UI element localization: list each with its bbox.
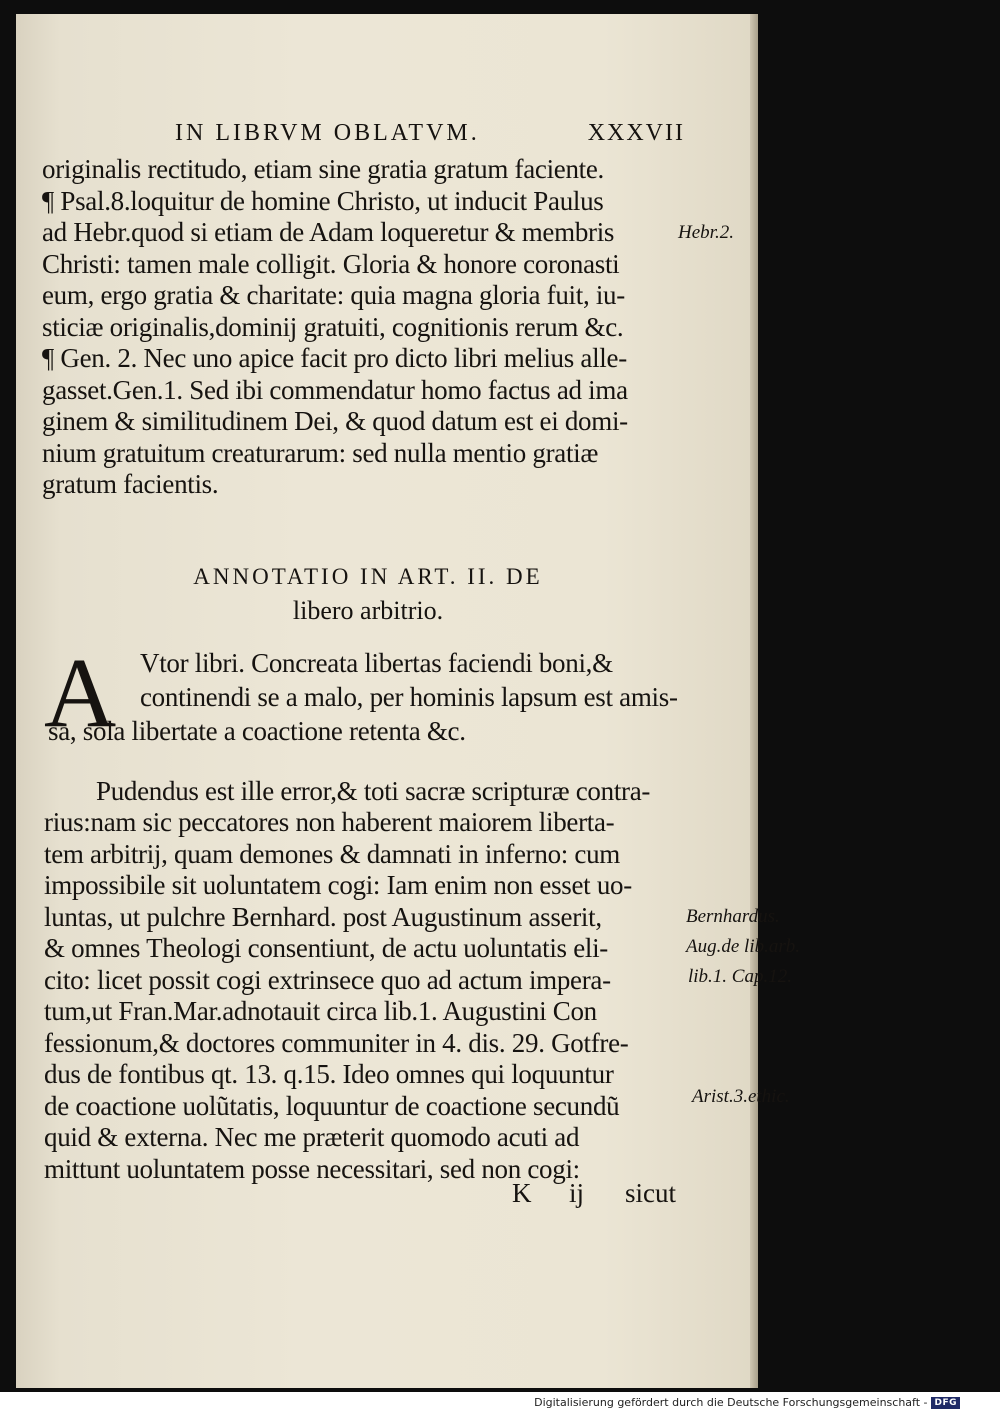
- text-line: Vtor libri. Concreata libertas faciendi boni,&: [140, 648, 613, 678]
- text-line: rius:nam sic peccatores non haberent maiorem liberta-: [44, 807, 615, 837]
- margin-note-aristotle: Arist.3.ethic.: [692, 1086, 790, 1107]
- text-line: dus de fontibus qt. 13. q.15. Ideo omnes qui loquuntur: [44, 1059, 614, 1089]
- drop-cap: A: [44, 637, 117, 748]
- section-heading-line-2: libero arbitrio.: [292, 596, 444, 625]
- section-heading-line-1: ANNOTATIO IN ART. II. DE: [193, 564, 543, 589]
- paragraph-2-end: [48, 714, 808, 748]
- paragraph-3-first: [96, 774, 856, 805]
- margin-note-augustine: Aug.de lib.arb.: [686, 936, 800, 957]
- text-line: sticiæ originalis,dominij gratuiti, cognitionis rerum &c.: [42, 311, 624, 342]
- text-line: Pudendus est ille error,& toti sacræ scripturæ contra-: [96, 776, 651, 806]
- text-line: nium gratuitum creaturarum: sed nulla mentio gratiæ: [42, 437, 599, 468]
- signature-line: [512, 1178, 676, 1209]
- signature-mark: K: [512, 1178, 532, 1208]
- text-line: & omnes Theologi consentiunt, de actu uoluntatis eli-: [44, 933, 608, 963]
- text-line: ad Hebr.quod si etiam de Adam loqueretur & membris: [42, 217, 615, 247]
- text-line: sa, sola libertate a coactione retenta &c.: [48, 716, 466, 746]
- paragraph-2: [140, 646, 900, 714]
- text-line: quid & externa. Nec me præterit quomodo acuti ad: [44, 1122, 580, 1152]
- text-line: tum,ut Fran.Mar.adnotauit circa lib.1. Augustini Con: [44, 996, 597, 1026]
- text-line: tem arbitrij, quam demones & damnati in inferno: cum: [44, 838, 621, 869]
- running-head: [175, 120, 685, 147]
- text-line: mittunt uoluntatem posse necessitari, sed non cogi:: [44, 1153, 580, 1184]
- signature-number: ij: [569, 1178, 585, 1208]
- text-line: ginem & similitudinem Dei, & quod datum est ei domi-: [42, 406, 628, 436]
- text-line: gratum facientis.: [42, 469, 219, 499]
- text-line: luntas, ut pulchre Bernhard. post Augustinum asserit,: [44, 901, 602, 932]
- text-line: Christi: tamen male colligit. Gloria & honore coronasti: [42, 248, 620, 279]
- text-line: continendi se a malo, per hominis lapsum est amis-: [140, 682, 678, 712]
- paragraph-1: [42, 152, 802, 499]
- text-line: de coactione uolũtatis, loquuntur de coactione secundũ: [44, 1090, 620, 1121]
- catchword: sicut: [625, 1178, 676, 1208]
- text-line: eum, ergo gratia & charitate: quia magna gloria fuit, iu-: [42, 280, 625, 310]
- footer-text: Digitalisierung gefördert durch die Deutsche Forschungsgemeinschaft -: [534, 1396, 928, 1409]
- dfg-logo-icon: DFG: [931, 1397, 960, 1409]
- folio-number: XXXVII: [587, 120, 685, 146]
- paragraph-3: [44, 805, 804, 1183]
- text-line: originalis rectitudo, etiam sine gratia gratum faciente.: [42, 154, 604, 184]
- dfg-footer: [534, 1396, 960, 1409]
- text-line: ¶ Psal.8.loquitur de homine Christo, ut inducit Paulus: [42, 185, 604, 216]
- text-line: cito: licet possit cogi extrinsece quo ad actum impera-: [44, 964, 611, 995]
- running-head-title: IN LIBRVM OBLATVM.: [175, 120, 480, 146]
- margin-note-lib: lib.1. Cap.12.: [688, 966, 792, 987]
- text-line: impossibile sit uoluntatem cogi: Iam enim non esset uo-: [44, 870, 632, 900]
- text-line: gasset.Gen.1. Sed ibi commendatur homo factus ad ima: [42, 374, 628, 405]
- text-line: ¶ Gen. 2. Nec uno apice facit pro dicto libri melius alle-: [42, 343, 627, 373]
- text-line: fessionum,& doctores communiter in 4. dis. 29. Gotfre-: [44, 1027, 629, 1058]
- margin-note-bernhardus: Bernhardus.: [686, 906, 780, 927]
- margin-note-hebr: Hebr.2.: [678, 222, 734, 243]
- section-heading: [148, 560, 588, 628]
